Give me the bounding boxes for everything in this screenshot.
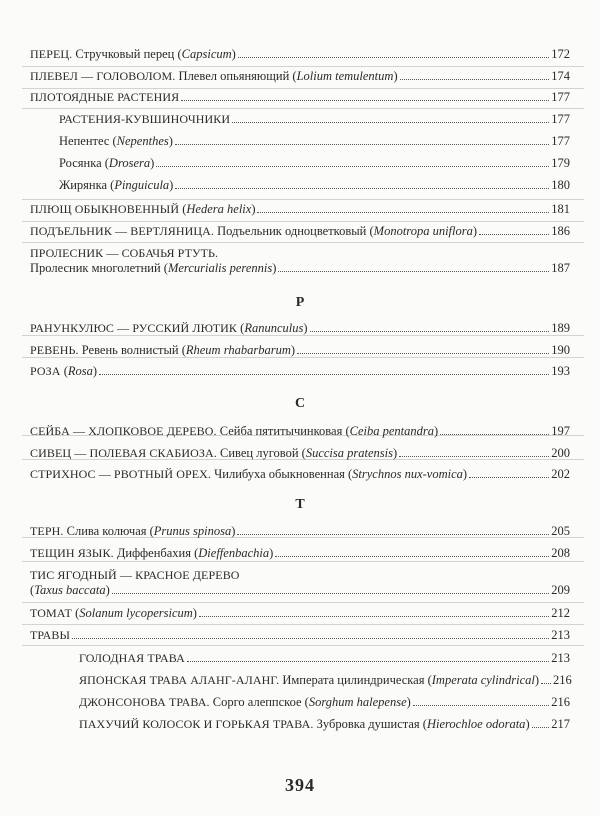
entry-text: Ревень волнистый ( — [78, 343, 186, 357]
entry-page-number: 209 — [551, 583, 570, 597]
index-entry — [59, 156, 570, 171]
entry-page-number: 179 — [551, 156, 570, 170]
entry-heading: ПЛЮЩ ОБЫКНОВЕННЫЙ — [30, 202, 180, 216]
entry-text: Слива колючая ( — [63, 524, 154, 538]
entry-heading: ТРАВЫ — [30, 628, 71, 642]
entry-latin-name: Drosera — [108, 156, 151, 170]
entry-text: ) — [231, 47, 236, 61]
index-entry — [30, 343, 570, 358]
entry-text: ) — [406, 695, 411, 709]
entry-heading: ТЕЩИН ЯЗЫК. — [30, 546, 114, 560]
entry-text: ) — [392, 446, 398, 460]
index-entry — [30, 606, 570, 621]
dot-leader — [413, 705, 549, 706]
entry-latin-name: Hedera helix — [186, 202, 252, 216]
index-entry — [30, 90, 570, 105]
dot-leader — [156, 166, 549, 167]
entry-page-number: 216 — [553, 673, 572, 687]
dot-leader — [175, 188, 549, 189]
entry-heading: ТЕРН. — [30, 524, 64, 538]
dot-leader — [112, 593, 549, 594]
entry-text: ( — [71, 606, 80, 620]
entry-heading: СТРИХНОС — РВОТНЫЙ ОРЕХ. — [30, 467, 212, 481]
entry-latin-name: Capsicum — [181, 47, 232, 61]
entry-heading: ГОЛОДНАЯ ТРАВА — [79, 651, 185, 665]
index-entry — [30, 467, 570, 482]
entry-text: Сорго алеппское ( — [209, 695, 309, 709]
entry-text: ) — [192, 606, 197, 620]
entry-latin-name: Prunus spinosa — [153, 524, 232, 538]
dot-leader — [199, 616, 549, 617]
entry-latin-name: Imperata cylindrical — [431, 673, 535, 687]
divider — [22, 88, 584, 89]
entry-text: Сивец луговой ( — [216, 446, 306, 460]
divider — [22, 645, 584, 646]
index-entry — [59, 112, 570, 127]
index-entry — [30, 246, 570, 276]
dot-leader — [181, 100, 549, 101]
dot-leader — [297, 353, 549, 354]
dot-leader — [72, 638, 549, 639]
index-entry — [30, 202, 570, 217]
entry-page-number: 205 — [551, 524, 570, 538]
dot-leader — [275, 556, 549, 557]
entry-text: Стручковый перец ( — [72, 47, 182, 61]
index-entry — [30, 424, 570, 439]
entry-latin-name: Rheum rhabarbarum — [185, 343, 291, 357]
divider — [22, 66, 584, 67]
entry-latin-name: Sorghum halepense — [308, 695, 407, 709]
entry-text: ) — [525, 717, 530, 731]
entry-heading: РАСТЕНИЯ-КУВШИНОЧНИКИ — [59, 112, 231, 126]
index-entry — [30, 628, 570, 643]
entry-text: ) — [269, 546, 274, 560]
entry-text: ) — [272, 261, 277, 275]
entry-text: ( — [60, 364, 68, 378]
entry-text: ) — [105, 583, 110, 597]
index-entry — [30, 224, 570, 239]
index-entry — [30, 47, 570, 62]
index-entry — [79, 717, 570, 732]
entry-text: ) — [150, 156, 155, 170]
entry-page-number: 217 — [551, 717, 570, 731]
entry-page-number: 197 — [551, 424, 570, 438]
entry-page-number: 213 — [551, 651, 570, 665]
entry-text: ) — [472, 224, 478, 238]
entry-latin-name: Nepenthes — [116, 134, 169, 148]
section-letter: Р — [295, 295, 305, 310]
index-entry — [30, 568, 570, 598]
entry-page-number: 213 — [551, 628, 570, 642]
dot-leader — [440, 434, 549, 435]
index-entry — [30, 546, 570, 561]
entry-latin-name: Hierochloe odorata — [426, 717, 526, 731]
entry-heading: РЕВЕНЬ. — [30, 343, 79, 357]
entry-text: Сейба пятитычинковая ( — [216, 424, 350, 438]
entry-text: ) — [169, 178, 174, 192]
entry-text: Подъельник одноцветковый ( — [214, 224, 374, 238]
entry-page-number: 216 — [551, 695, 570, 709]
entry-text: ) — [231, 524, 236, 538]
entry-text: ) — [168, 134, 173, 148]
dot-leader — [400, 79, 550, 80]
entry-heading: РОЗА — [30, 364, 61, 378]
index-entry — [79, 651, 570, 666]
entry-text: Чилибуха обыкновенная ( — [211, 467, 353, 481]
entry-text: Зубровка душистая ( — [313, 717, 427, 731]
index-entry — [59, 178, 570, 193]
entry-text: ( — [30, 583, 35, 597]
index-entry — [79, 695, 570, 710]
entry-heading: РАНУНКУЛЮС — РУССКИЙ ЛЮТИК — [30, 321, 238, 335]
dot-leader — [469, 477, 549, 478]
index-entry — [30, 321, 570, 336]
entry-latin-name: Ranunculus — [244, 321, 304, 335]
entry-page-number: 200 — [551, 446, 570, 460]
entry-page-number: 186 — [551, 224, 570, 238]
index-entry — [59, 134, 570, 149]
entry-page-number: 177 — [551, 112, 570, 126]
entry-text: ( — [179, 202, 187, 216]
dot-leader — [237, 534, 549, 535]
dot-leader — [399, 456, 549, 457]
entry-text: ) — [393, 69, 398, 83]
dot-leader — [278, 271, 549, 272]
divider — [22, 561, 584, 562]
divider — [22, 221, 584, 222]
entry-page-number: 177 — [551, 90, 570, 104]
entry-text: Плевел опьяняющий ( — [175, 69, 297, 83]
entry-page-number: 193 — [551, 364, 570, 378]
entry-text: ) — [290, 343, 296, 357]
entry-heading: ПЕРЕЦ. — [30, 47, 73, 61]
entry-page-number: 177 — [551, 134, 570, 148]
dot-leader — [238, 57, 549, 58]
divider — [22, 624, 584, 625]
entry-page-number: 172 — [551, 47, 570, 61]
entry-text: ) — [303, 321, 308, 335]
entry-page-number: 190 — [551, 343, 570, 357]
entry-heading: ТИС ЯГОДНЫЙ — КРАСНОЕ ДЕРЕВО — [30, 568, 240, 582]
index-entry — [30, 364, 570, 379]
entry-latin-name: Mercurialis perennis — [167, 261, 273, 275]
entry-latin-name: Strychnos nux-vomica — [352, 467, 463, 481]
entry-heading: ПЛЕВЕЛ — ГОЛОВОЛОМ. — [30, 69, 176, 83]
index-entry — [79, 673, 570, 688]
entry-latin-name: Monotropa uniflora — [373, 224, 473, 238]
entry-text: ) — [434, 424, 439, 438]
entry-heading: ЯПОНСКАЯ ТРАВА АЛАНГ-АЛАНГ. — [79, 673, 280, 687]
entry-heading: СЕЙБА — ХЛОПКОВОЕ ДЕРЕВО. — [30, 424, 217, 438]
entry-page-number: 212 — [551, 606, 570, 620]
entry-text: Пролесник многолетний ( — [30, 261, 168, 275]
divider — [22, 242, 584, 243]
divider — [22, 602, 584, 603]
entry-page-number: 181 — [551, 202, 570, 216]
entry-heading: ТОМАТ — [30, 606, 72, 620]
dot-leader — [479, 234, 549, 235]
entry-latin-name: Solanum lycopersicum — [79, 606, 193, 620]
entry-text: ) — [251, 202, 256, 216]
page-number: 394 — [285, 775, 315, 795]
index-entry — [30, 446, 570, 461]
index-entry — [30, 69, 570, 84]
dot-leader — [99, 374, 549, 375]
section-letter: С — [294, 396, 306, 411]
entry-heading: ПАХУЧИЙ КОЛОСОК И ГОРЬКАЯ ТРАВА. — [79, 717, 314, 731]
entry-heading: ПОДЪЕЛЬНИК — ВЕРТЛЯНИЦА. — [30, 224, 215, 238]
entry-latin-name: Pinguicula — [114, 178, 170, 192]
dot-leader — [310, 331, 550, 332]
entry-text: Жирянка ( — [59, 178, 115, 192]
entry-text: ( — [237, 321, 245, 335]
entry-text: Росянка ( — [59, 156, 109, 170]
entry-text: Непентес ( — [59, 134, 117, 148]
entry-page-number: 187 — [551, 261, 570, 275]
divider — [22, 108, 584, 109]
entry-text: Диффенбахия ( — [113, 546, 199, 560]
entry-text: ) — [534, 673, 540, 687]
dot-leader — [257, 212, 549, 213]
entry-page-number: 174 — [551, 69, 570, 83]
entry-page-number: 208 — [551, 546, 570, 560]
section-letter: Т — [295, 497, 305, 512]
dot-leader — [175, 144, 549, 145]
entry-page-number: 180 — [551, 178, 570, 192]
entry-latin-name: Succisa pratensis — [305, 446, 393, 460]
entry-text: ) — [462, 467, 468, 481]
entry-text: ) — [92, 364, 98, 378]
dot-leader — [232, 122, 549, 123]
entry-heading: ДЖОНСОНОВА ТРАВА. — [79, 695, 210, 709]
entry-latin-name: Taxus baccata — [34, 583, 106, 597]
dot-leader — [532, 727, 550, 728]
entry-latin-name: Ceiba pentandra — [349, 424, 434, 438]
entry-heading: ПЛОТОЯДНЫЕ РАСТЕНИЯ — [30, 90, 180, 104]
dot-leader — [541, 683, 551, 684]
divider — [22, 199, 584, 200]
entry-heading: ПРОЛЕСНИК — СОБАЧЬЯ РТУТЬ. — [30, 246, 219, 260]
entry-page-number: 189 — [551, 321, 570, 335]
entry-latin-name: Dieffenbachia — [198, 546, 270, 560]
entry-text: Императа цилиндрическая ( — [279, 673, 432, 687]
entry-heading: СИВЕЦ — ПОЛЕВАЯ СКАБИОЗА. — [30, 446, 217, 460]
entry-latin-name: Rosa — [67, 364, 93, 378]
dot-leader — [187, 661, 549, 662]
entry-latin-name: Lolium temulentum — [296, 69, 394, 83]
entry-page-number: 202 — [551, 467, 570, 481]
index-entry — [30, 524, 570, 539]
